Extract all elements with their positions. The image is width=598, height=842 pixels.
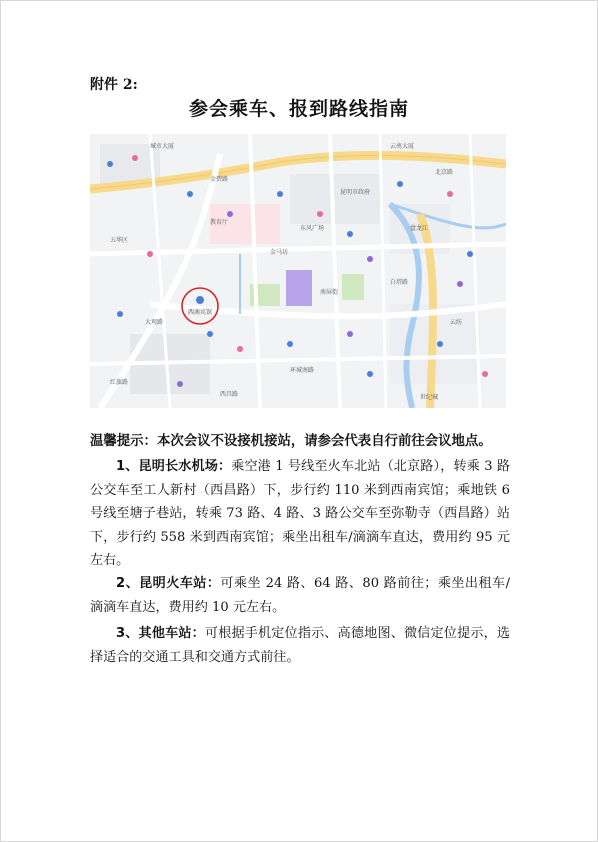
svg-text:南屏街: 南屏街 [320, 289, 339, 296]
svg-text:白塔路: 白塔路 [390, 279, 409, 286]
svg-text:北京路: 北京路 [435, 169, 454, 176]
svg-text:金碧路: 金碧路 [210, 176, 229, 183]
park-area [342, 274, 364, 300]
landmark-block [286, 270, 312, 306]
hotel-pin-icon[interactable] [196, 296, 204, 304]
route-map[interactable] [90, 134, 506, 408]
svg-text:云南大厦: 云南大厦 [390, 143, 415, 150]
svg-text:盘龙江: 盘龙江 [410, 225, 429, 232]
attachment-label: 附件 2: [90, 77, 138, 93]
svg-text:城市大厦: 城市大厦 [150, 143, 175, 150]
svg-text:五华区: 五华区 [110, 237, 129, 244]
svg-text:教育厅: 教育厅 [210, 219, 229, 226]
section-other-lead: 3、其他车站： [116, 626, 205, 641]
section-airport-lead: 1、昆明长水机场： [116, 459, 232, 474]
section-airport-body: 乘空港 1 号线至火车北站（北京路），转乘 3 路公交车至工人新村（西昌路）下，步行约 110 米到西南宾馆；乘地铁 6 号线至塘子巷站，转乘 73 路、4 路、3 路公交车至弥勒寺（西昌路）站下，步行约 558 米到西南宾馆；乘坐出租车/滴滴车直达，费用约 95 元左右。 [90, 459, 510, 568]
section-airport [90, 455, 510, 573]
svg-text:世纪城: 世纪城 [420, 394, 439, 401]
svg-text:西昌路: 西昌路 [220, 391, 239, 398]
svg-text:昆明市政府: 昆明市政府 [340, 189, 371, 196]
svg-text:大观路: 大观路 [145, 319, 164, 326]
hotel-label: 西南宾馆 [188, 309, 213, 316]
svg-text:红旗路: 红旗路 [110, 379, 129, 386]
section-other-body: 可根据手机定位指示、高德地图、微信定位提示，选择适合的交通工具和交通方式前往。 [90, 626, 510, 665]
section-train-body: 可乘坐 24 路、64 路、80 路前往；乘坐出租车/滴滴车直达，费用约 10 元左右。 [90, 576, 510, 615]
map-canvas [90, 134, 506, 408]
warm-tips: 温馨提示：本次会议不设接机接站，请参会代表自行前往会议地点。 [90, 434, 492, 449]
svg-text:云纺: 云纺 [450, 319, 463, 326]
section-other [90, 622, 510, 669]
section-train-lead: 2、昆明火车站： [116, 576, 221, 591]
svg-text:环城南路: 环城南路 [290, 367, 315, 374]
page-title: 参会乘车、报到路线指南 [188, 98, 409, 120]
svg-text:金马坊: 金马坊 [270, 249, 289, 256]
section-train [90, 572, 510, 619]
svg-text:东风广场: 东风广场 [300, 225, 325, 232]
